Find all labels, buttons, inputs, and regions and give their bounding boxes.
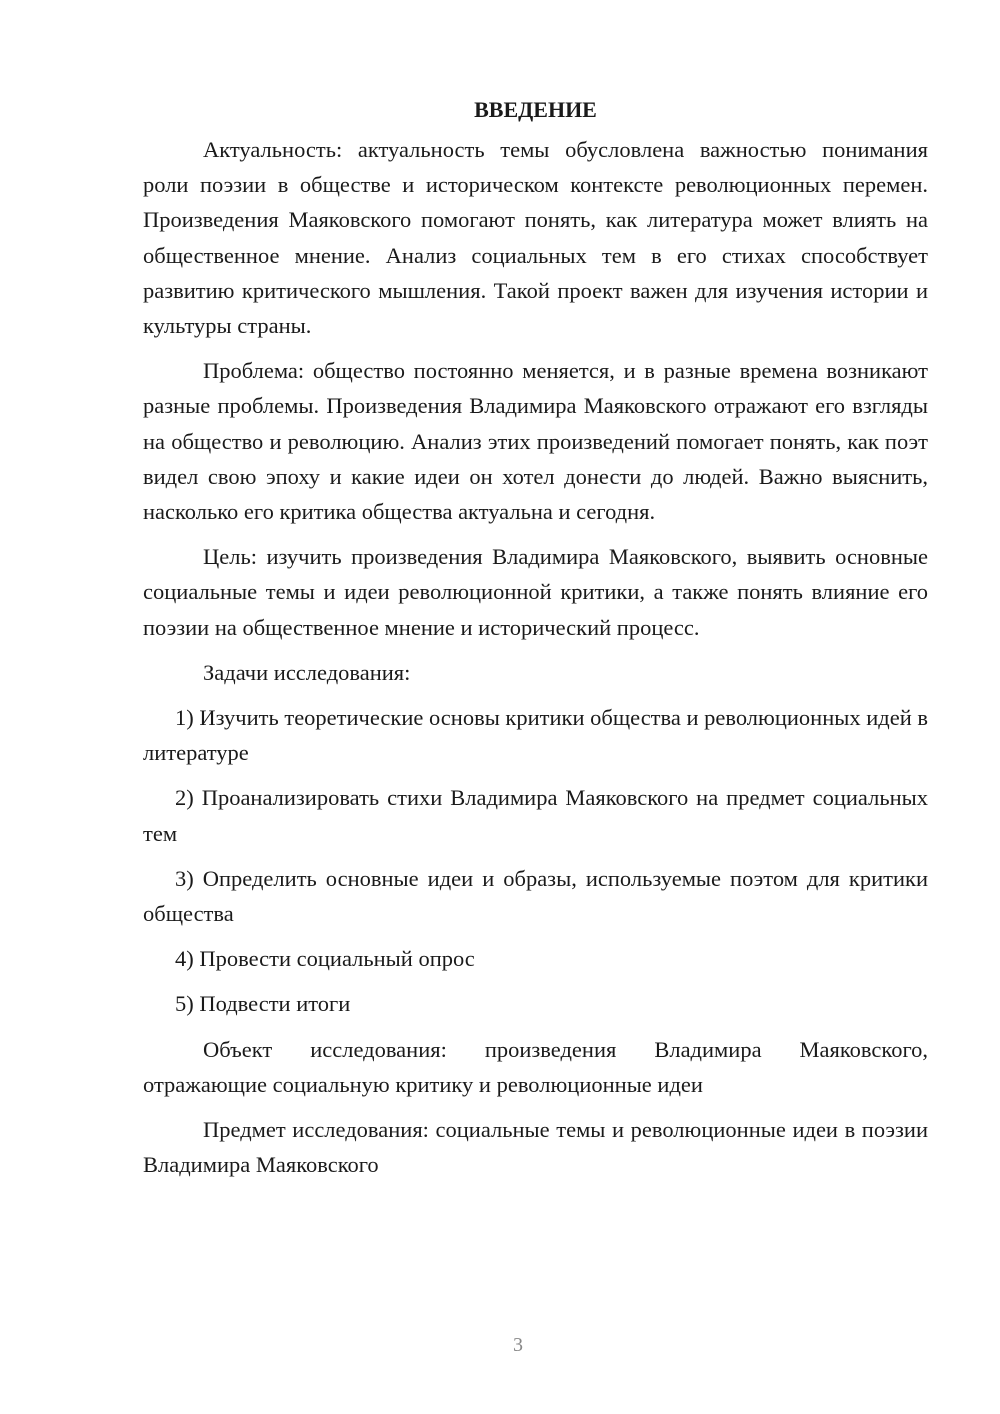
goal-paragraph: Цель: изучить произведения Владимира Маяковского, выявить основные социальные темы и идеи революционной критики, а также понять влияние его поэзии на общественное мнение и исторический процесс. [143,544,928,640]
page-content [143,92,928,1192]
page-title: ВВЕДЕНИЕ [474,97,597,122]
task-item-3: 3) Определить основные идеи и образы, используемые поэтом для критики общества [143,865,928,927]
tasks-list [143,700,928,1022]
task-item-4: 4) Провести социальный опрос [175,946,475,972]
tasks-heading: Задачи исследования: [203,659,411,685]
task-item-5: 5) Подвести итоги [175,991,351,1017]
relevance-paragraph: Актуальность: актуальность темы обусловлена важностью понимания роли поэзии в обществе и историческом контексте революционных перемен. Произведения Маяковского помогают понять, как литература может влиять на общественное мнение. Анализ социальных тем в его стихах способствует развитию критического мышления. Такой проект важен для изучения истории и культуры страны. [143,137,928,339]
object-paragraph: Объект исследования: произведения Владимира Маяковского, отражающие социальную критику и революционные идеи [143,1036,928,1097]
task-item-2: 2) Проанализировать стихи Владимира Маяковского на предмет социальных тем [143,785,928,846]
task-item-1: 1) Изучить теоретические основы критики общества и революционных идей в литературе [143,705,928,766]
problem-paragraph: Проблема: общество постоянно меняется, и в разные времена возникают разные проблемы. Произведения Владимира Маяковского отражают его взгляды на общество и революцию. Анализ этих произведений помогает понять, как поэт видел свою эпоху и какие идеи он хотел донести до людей. Важно выяснить, насколько его критика общества актуальна и сегодня. [143,358,928,525]
subject-paragraph: Предмет исследования: социальные темы и революционные идеи в поэзии Владимира Маяковского [143,1117,928,1178]
page-number: 3 [513,1334,523,1356]
